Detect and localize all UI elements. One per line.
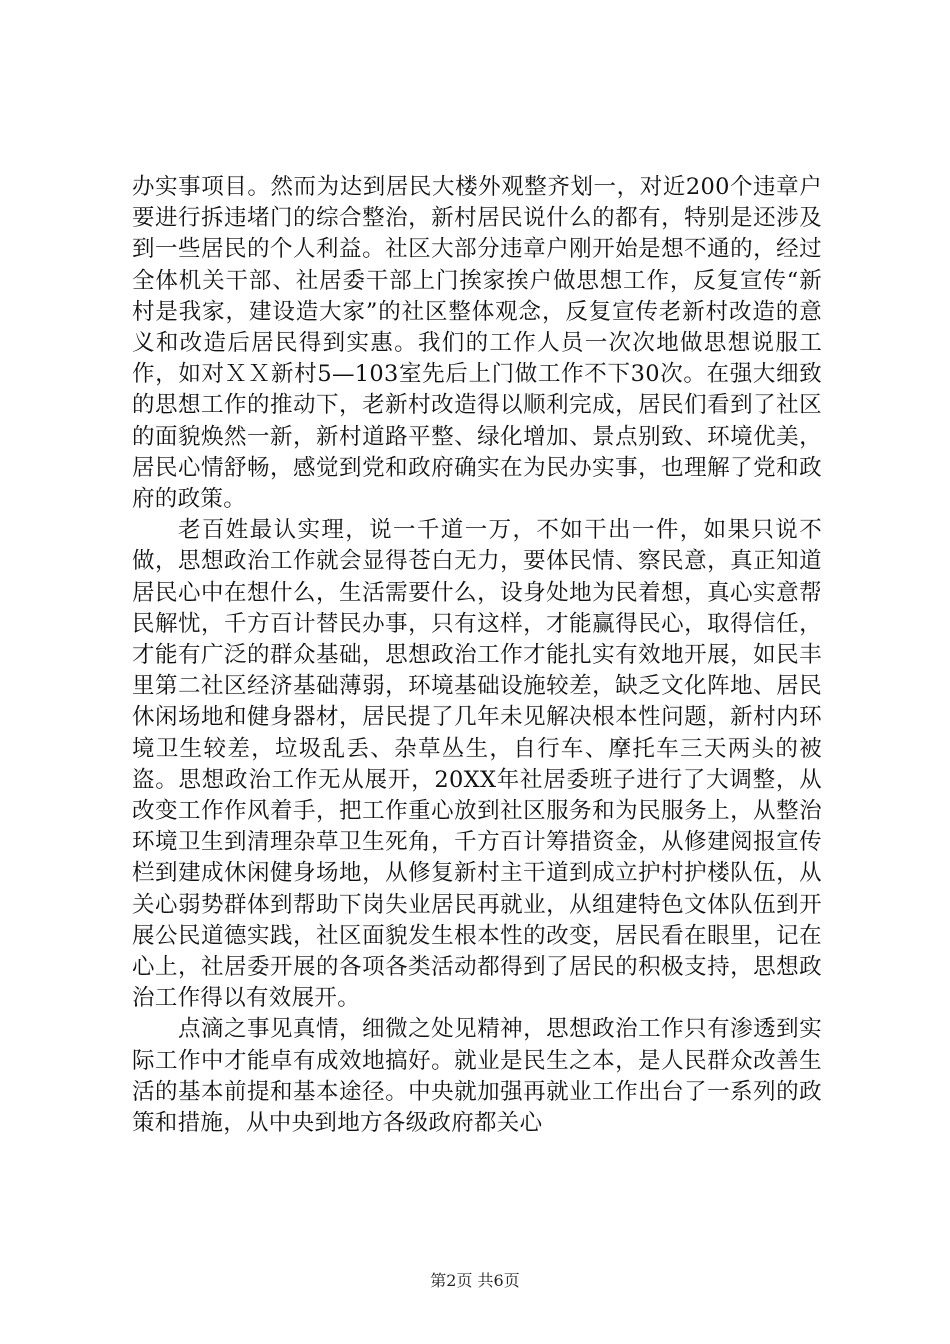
- document-body: [132, 172, 822, 1139]
- paragraph-3: 点滴之事见真情，细微之处见精神，思想政治工作只有渗透到实际工作中才能卓有成效地搞好。就业是民生之本，是人民群众改善生活的基本前提和基本途径。中央就加强再就业工作出台了一系列的政策和措施，从中央到地方各级政府都关心: [132, 1016, 822, 1137]
- paragraph-2: 老百姓最认实理，说一千道一万，不如干出一件，如果只说不做，思想政治工作就会显得苍白无力，要体民情、察民意，真正知道居民心中在想什么，生活需要什么，设身处地为民着想，真心实意帮民解忧，千方百计替民办事，只有这样，才能赢得民心，取得信任，才能有广泛的群众基础，思想政治工作才能扎实有效地开展，如民丰里第二社区经济基础薄弱，环境基础设施较差，缺乏文化阵地、居民休闲场地和健身器材，居民提了几年未见解决根本性问题，新村内环境卫生较差，垃圾乱丢、杂草丛生，自行车、摩托车三天两头的被盗。思想政治工作无从展开，20XX年社居委班子进行了大调整，从改变工作作风着手，把工作重心放到社区服务和为民服务上，从整治环境卫生到清理杂草卫生死角，千方百计筹措资金，从修建阅报宣传栏到建成休闲健身场地，从修复新村主干道到成立护村护楼队伍，从关心弱势群体到帮助下岗失业居民再就业，从组建特色文体队伍到开展公民道德实践，社区面貌发生根本性的改变，居民看在眼里，记在心上，社居委开展的各项各类活动都得到了居民的积极支持，思想政治工作得以有效展开。: [132, 517, 822, 1012]
- paragraph-1: 办实事项目。然而为达到居民大楼外观整齐划一，对近200个违章户要进行拆违堵门的综合整治，新村居民说什么的都有，特别是还涉及到一些居民的个人利益。社区大部分违章户刚开始是想不通的，经过全体机关干部、社居委干部上门挨家挨户做思想工作，反复宣传“新村是我家，建设造大家”的社区整体观念，反复宣传老新村改造的意义和改造后居民得到实惠。我们的工作人员一次次地做思想说服工作，如对ＸＸ新村5—103室先后上门做工作不下30次。在强大细致的思想工作的推动下，老新村改造得以顺利完成，居民们看到了社区的面貌焕然一新，新村道路平整、绿化增加、景点别致、环境优美，居民心情舒畅，感觉到党和政府确实在为民办实事，也理解了党和政府的政策。: [132, 174, 822, 513]
- page-footer: 第2页 共6页: [430, 1271, 520, 1290]
